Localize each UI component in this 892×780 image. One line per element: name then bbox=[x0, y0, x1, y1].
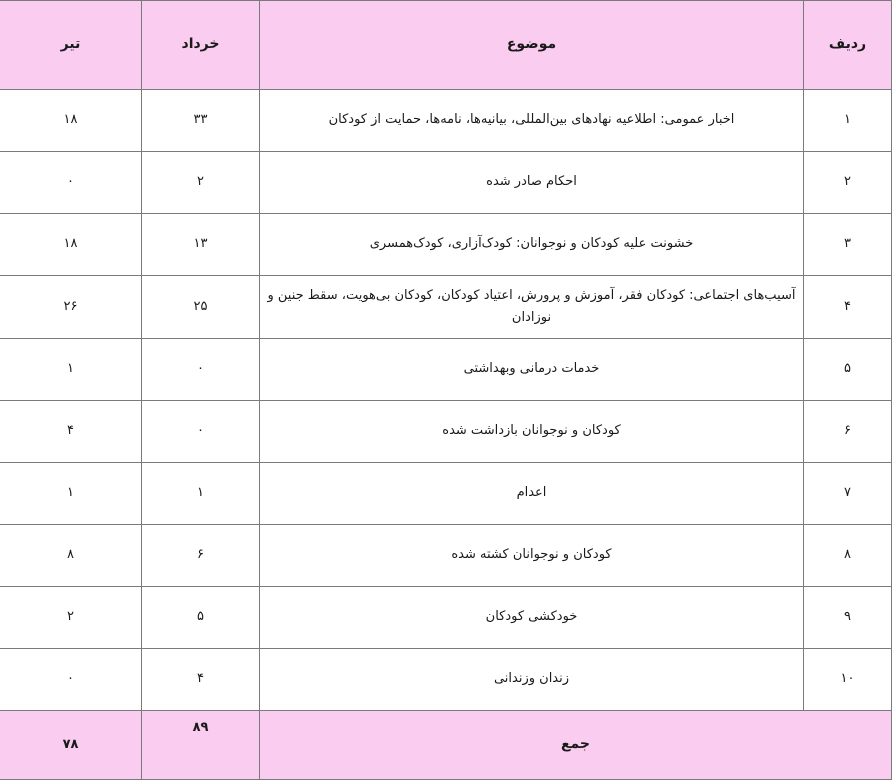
column-header-tir: تیر bbox=[0, 1, 142, 90]
cell-subject: اعدام bbox=[260, 463, 804, 525]
cell-total-label: جمع bbox=[260, 711, 892, 780]
cell-subject: اخبار عمومی: اطلاعیه نهادهای بین‌المللی، بیانیه‌ها، نامه‌ها، حمایت از کودکان bbox=[260, 90, 804, 152]
cell-subject: خدمات درمانی وبهداشتی bbox=[260, 339, 804, 401]
table-row bbox=[0, 339, 892, 401]
table-body bbox=[0, 90, 892, 780]
table-header-row bbox=[0, 1, 892, 90]
cell-tir: ۱۸ bbox=[0, 214, 142, 276]
cell-row-no: ۱۰ bbox=[804, 649, 892, 711]
cell-tir: ۱۸ bbox=[0, 90, 142, 152]
cell-khordad: ۶ bbox=[142, 525, 260, 587]
table-header bbox=[0, 1, 892, 90]
cell-row-no: ۸ bbox=[804, 525, 892, 587]
table-row bbox=[0, 649, 892, 711]
table-row bbox=[0, 90, 892, 152]
table-row bbox=[0, 463, 892, 525]
table-row bbox=[0, 525, 892, 587]
cell-khordad: ۳۳ bbox=[142, 90, 260, 152]
table-row bbox=[0, 401, 892, 463]
cell-khordad: ۴ bbox=[142, 649, 260, 711]
column-header-row-no: ردیف bbox=[804, 1, 892, 90]
cell-subject: کودکان و نوجوانان کشته شده bbox=[260, 525, 804, 587]
cell-khordad: ۱۳ bbox=[142, 214, 260, 276]
cell-subject: احکام صادر شده bbox=[260, 152, 804, 214]
cell-total-khordad: ۸۹ bbox=[142, 711, 260, 780]
cell-row-no: ۶ bbox=[804, 401, 892, 463]
cell-tir: ۲۶ bbox=[0, 276, 142, 339]
cell-subject: کودکان و نوجوانان بازداشت شده bbox=[260, 401, 804, 463]
column-header-subject: موضوع bbox=[260, 1, 804, 90]
cell-total-tir: ۷۸ bbox=[0, 711, 142, 780]
cell-tir: ۰ bbox=[0, 152, 142, 214]
cell-khordad: ۲۵ bbox=[142, 276, 260, 339]
cell-row-no: ۵ bbox=[804, 339, 892, 401]
cell-khordad: ۰ bbox=[142, 401, 260, 463]
cell-tir: ۰ bbox=[0, 649, 142, 711]
cell-subject: زندان وزندانی bbox=[260, 649, 804, 711]
cell-subject: آسیب‌های اجتماعی: کودکان فقر، آموزش و پرورش، اعتیاد کودکان، کودکان بی‌هویت، سقط جنین و نوزادان bbox=[260, 276, 804, 339]
cell-tir: ۱ bbox=[0, 339, 142, 401]
cell-row-no: ۹ bbox=[804, 587, 892, 649]
table-row bbox=[0, 587, 892, 649]
table-row bbox=[0, 276, 892, 339]
cell-tir: ۱ bbox=[0, 463, 142, 525]
cell-row-no: ۲ bbox=[804, 152, 892, 214]
table-row bbox=[0, 214, 892, 276]
cell-subject: خودکشی کودکان bbox=[260, 587, 804, 649]
table-row bbox=[0, 152, 892, 214]
column-header-khordad: خرداد bbox=[142, 1, 260, 90]
table-total-row bbox=[0, 711, 892, 780]
cell-row-no: ۷ bbox=[804, 463, 892, 525]
cell-row-no: ۱ bbox=[804, 90, 892, 152]
cell-khordad: ۰ bbox=[142, 339, 260, 401]
cell-tir: ۴ bbox=[0, 401, 142, 463]
cell-khordad: ۱ bbox=[142, 463, 260, 525]
cell-subject: خشونت علیه کودکان و نوجوانان: کودک‌آزاری، کودک‌همسری bbox=[260, 214, 804, 276]
cell-khordad: ۵ bbox=[142, 587, 260, 649]
cell-khordad: ۲ bbox=[142, 152, 260, 214]
cell-row-no: ۴ bbox=[804, 276, 892, 339]
cell-tir: ۲ bbox=[0, 587, 142, 649]
cell-row-no: ۳ bbox=[804, 214, 892, 276]
cell-tir: ۸ bbox=[0, 525, 142, 587]
